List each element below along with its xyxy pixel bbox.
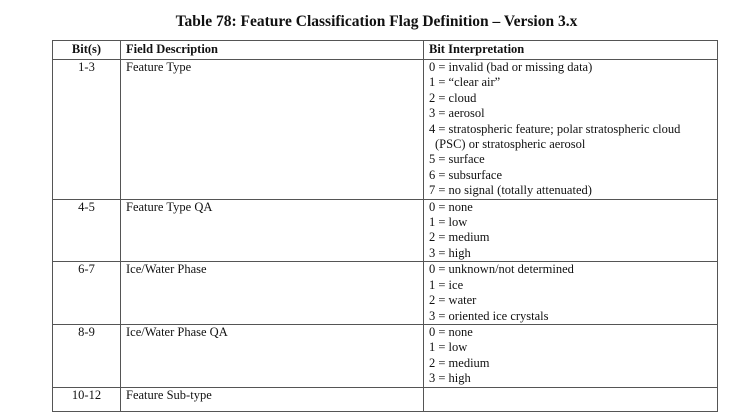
bits-cell: 8-9	[53, 324, 121, 387]
header-field-description: Field Description	[121, 41, 424, 60]
interpretation-line: 6 = subsurface	[429, 167, 502, 182]
interpretation-line: 3 = aerosol	[429, 106, 485, 121]
interpretation-line: 0 = unknown/not determined	[429, 262, 574, 277]
description-cell: Ice/Water Phase	[121, 262, 424, 325]
interpretation-line: 0 = none	[429, 324, 473, 339]
table-row-feature-type	[53, 60, 718, 200]
interpretation-cell	[424, 387, 718, 411]
bits-cell: 1-3	[53, 60, 121, 200]
interpretation-line: 1 = low	[429, 215, 468, 230]
header-bits: Bit(s)	[53, 41, 121, 60]
interpretation-line: 5 = surface	[429, 152, 485, 167]
interpretation-line: 2 = water	[429, 293, 477, 308]
header-bit-interpretation: Bit Interpretation	[424, 41, 718, 60]
interpretation-line: 3 = high	[429, 245, 471, 260]
interpretation-line: 2 = cloud	[429, 90, 477, 105]
interpretation-line: 1 = ice	[429, 277, 464, 292]
description-cell: Ice/Water Phase QA	[121, 324, 424, 387]
interpretation-line: 7 = no signal (totally attenuated)	[429, 183, 592, 198]
bits-cell: 4-5	[53, 199, 121, 262]
table-title: Table 78: Feature Classification Flag Definition – Version 3.x	[175, 13, 578, 30]
interpretation-cell	[424, 262, 718, 325]
description-cell: Feature Type	[121, 60, 424, 200]
interpretation-line: 0 = none	[429, 199, 473, 214]
table-row-feature-sub-type	[53, 387, 718, 411]
interpretation-cell	[424, 60, 718, 200]
bits-cell: 6-7	[53, 262, 121, 325]
table-row-ice-water-phase-qa	[53, 324, 718, 387]
interpretation-cell	[424, 324, 718, 387]
interpretation-line: 0 = invalid (bad or missing data)	[429, 60, 593, 74]
bits-cell: 10-12	[53, 387, 121, 411]
flag-definition-table	[52, 40, 718, 412]
table-header-row	[53, 41, 718, 60]
description-cell: Feature Type QA	[121, 199, 424, 262]
interpretation-line: 4 = stratospheric feature; polar stratospheric cloud	[429, 121, 681, 136]
interpretation-line: 3 = high	[429, 371, 471, 386]
table-row-ice-water-phase	[53, 262, 718, 325]
interpretation-line: 2 = medium	[429, 355, 490, 370]
interpretation-cell	[424, 199, 718, 262]
interpretation-line: 3 = oriented ice crystals	[429, 308, 549, 323]
description-cell: Feature Sub-type	[121, 387, 424, 411]
interpretation-line: 1 = “clear air”	[429, 75, 501, 90]
table-row-feature-type-qa	[53, 199, 718, 262]
interpretation-line: 2 = medium	[429, 230, 490, 245]
interpretation-line: (PSC) or stratospheric aerosol	[435, 137, 586, 152]
interpretation-line: 1 = low	[429, 340, 468, 355]
